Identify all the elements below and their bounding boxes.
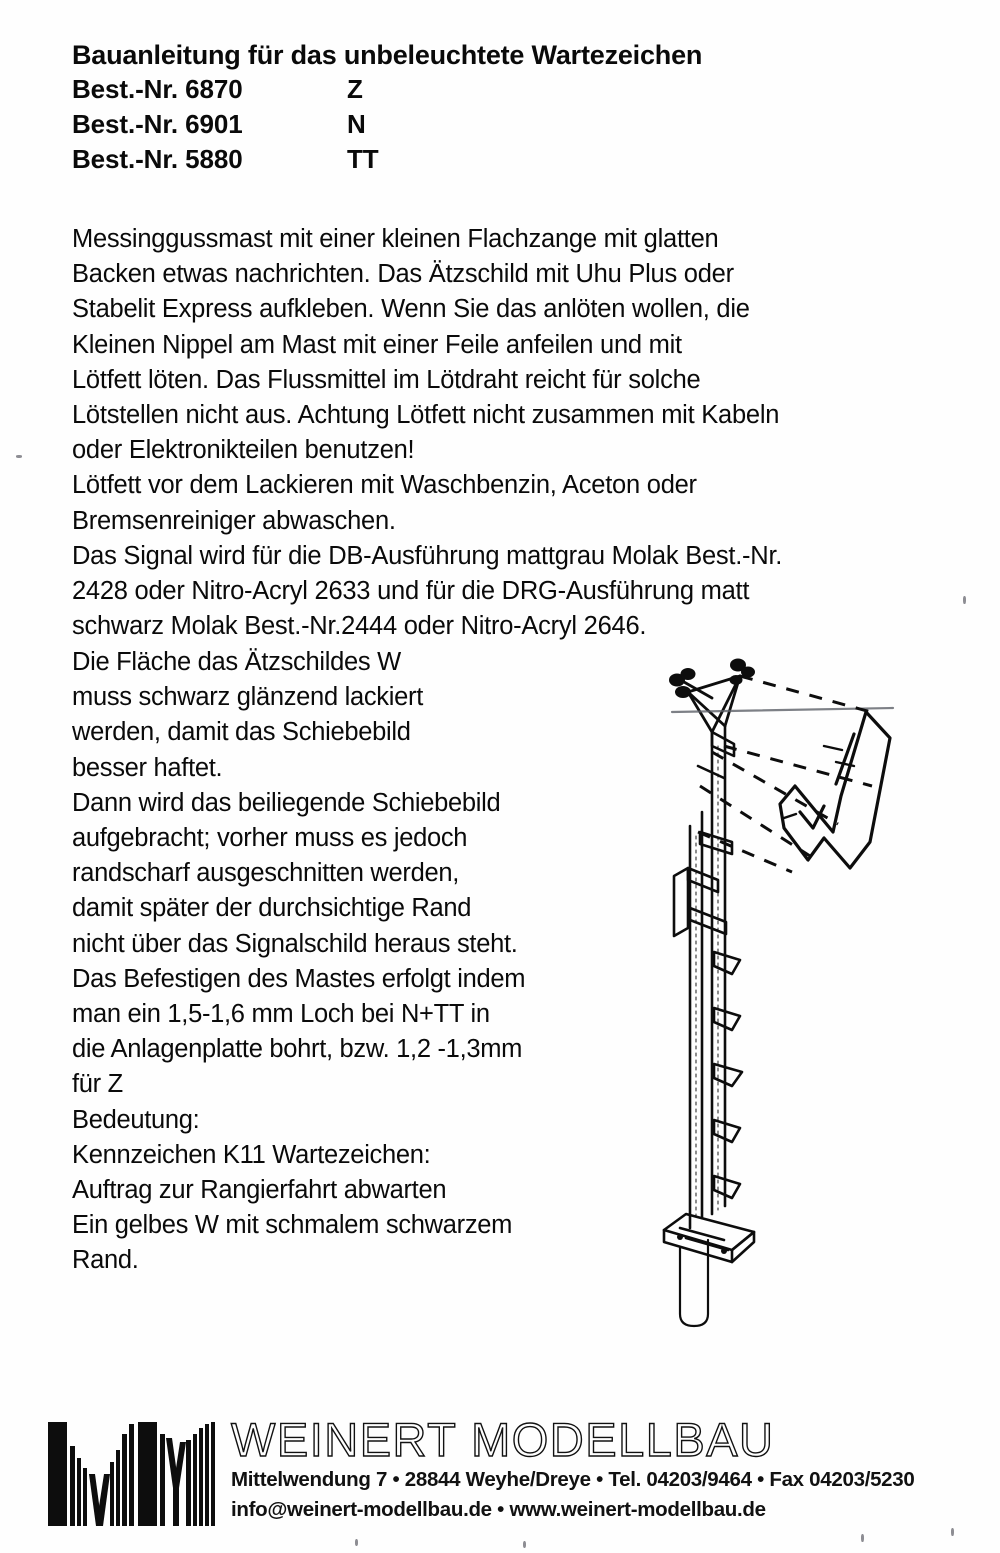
mast-top-bracket <box>684 676 740 732</box>
base-hole <box>721 1248 727 1254</box>
text-line: Auftrag zur Rangierfahrt abwarten <box>72 1176 447 1205</box>
text-line: damit später der durchsichtige Rand <box>72 894 472 923</box>
order-scale: N <box>347 109 366 139</box>
text-line: Das Signal wird für die DB-Ausführung mattgrau Molak Best.-Nr. <box>72 541 783 570</box>
scan-speck <box>16 455 22 458</box>
w-sign-plate <box>780 712 890 868</box>
page-title: Bauanleitung für das unbeleuchtete Wartezeichen <box>72 40 703 70</box>
text-line: Lötstellen nicht aus. Achtung Lötfett nicht zusammen mit Kabeln <box>72 401 780 430</box>
text-line: randscharf ausgeschnitten werden, <box>72 859 460 888</box>
text-line: muss schwarz glänzend lackiert <box>72 683 423 712</box>
text-line: Stabelit Express aufkleben. Wenn Sie das anlöten wollen, die <box>72 295 750 324</box>
company-contact: info@weinert-modellbau.de • www.weinert-modellbau.de <box>231 1498 766 1521</box>
order-scale: TT <box>347 144 379 174</box>
text-line: Kleinen Nippel am Mast mit einer Feile anfeilen und mit <box>72 330 682 359</box>
signal-mast-illustration <box>628 636 988 1336</box>
text-line: für Z <box>72 1070 123 1099</box>
instructions-narrow-column <box>72 645 632 1279</box>
scan-speck <box>861 1534 864 1542</box>
wm-monogram-svg <box>46 1418 226 1530</box>
text-line: Bremsenreiniger abwaschen. <box>72 506 396 535</box>
text-line: man ein 1,5-1,6 mm Loch bei N+TT in <box>72 1000 490 1029</box>
text-line: werden, damit das Schiebebild <box>72 718 411 747</box>
scan-speck <box>523 1541 526 1548</box>
mounting-nipples <box>669 659 755 699</box>
footer <box>46 1414 986 1539</box>
text-line: Rand. <box>72 1246 139 1275</box>
company-name: WEINERT MODELLBAU <box>231 1413 775 1466</box>
order-number: Best.-Nr. 6901 <box>72 109 243 139</box>
order-row <box>72 107 932 142</box>
text-line: Ein gelbes W mit schmalem schwarzem <box>72 1211 513 1240</box>
order-row <box>72 72 932 107</box>
text-line: Das Befestigen des Mastes erfolgt indem <box>72 964 526 993</box>
order-number: Best.-Nr. 5880 <box>72 144 243 174</box>
weinert-wm-logo-icon <box>46 1418 226 1530</box>
text-line: aufgebracht; vorher muss es jedoch <box>72 824 468 853</box>
header-block <box>72 38 932 177</box>
scan-speck <box>951 1528 954 1536</box>
mast-drawing-svg <box>628 636 988 1336</box>
scan-speck <box>355 1539 358 1546</box>
text-line: Dann wird das beiliegende Schiebebild <box>72 788 501 817</box>
text-line: Messinggussmast mit einer kleinen Flachzange mit glatten <box>72 225 719 253</box>
text-line: Kennzeichen K11 Wartezeichen: <box>72 1140 431 1169</box>
text-line: nicht über das Signalschild heraus steht. <box>72 929 518 958</box>
text-line: Die Fläche das Ätzschildes W <box>72 648 401 676</box>
scan-speck <box>963 596 966 604</box>
text-line: besser haftet. <box>72 753 223 782</box>
text-line: Backen etwas nachrichten. Das Ätzschild mit Uhu Plus oder <box>72 260 734 289</box>
mast-shaft <box>690 726 725 1228</box>
mast-inner-lines <box>696 746 718 1221</box>
footer-text-block <box>231 1414 986 1523</box>
text-line: Lötfett löten. Das Flussmittel im Lötdraht reicht für solche <box>72 365 701 394</box>
text-line: oder Elektronikteilen benutzen! <box>72 436 415 465</box>
company-address: Mittelwendung 7 • 28844 Weyhe/Dreye • Tel. 04203/9464 • Fax 04203/5230 <box>231 1468 915 1491</box>
text-line: schwarz Molak Best.-Nr.2444 oder Nitro-Acryl 2646. <box>72 612 647 641</box>
order-scale: Z <box>347 74 363 104</box>
text-line: die Anlagenplatte bohrt, bzw. 1,2 -1,3mm <box>72 1035 523 1064</box>
order-number: Best.-Nr. 6870 <box>72 74 243 104</box>
text-line: 2428 oder Nitro-Acryl 2633 und für die DRG-Ausführung matt <box>72 577 750 606</box>
instructions-full-width <box>72 222 962 644</box>
base-hole <box>677 1234 683 1240</box>
text-line: Lötfett vor dem Lackieren mit Waschbenzin, Aceton oder <box>72 471 697 500</box>
mast-step-pegs <box>674 832 742 1198</box>
order-row <box>72 142 932 177</box>
text-line: Bedeutung: <box>72 1105 200 1134</box>
